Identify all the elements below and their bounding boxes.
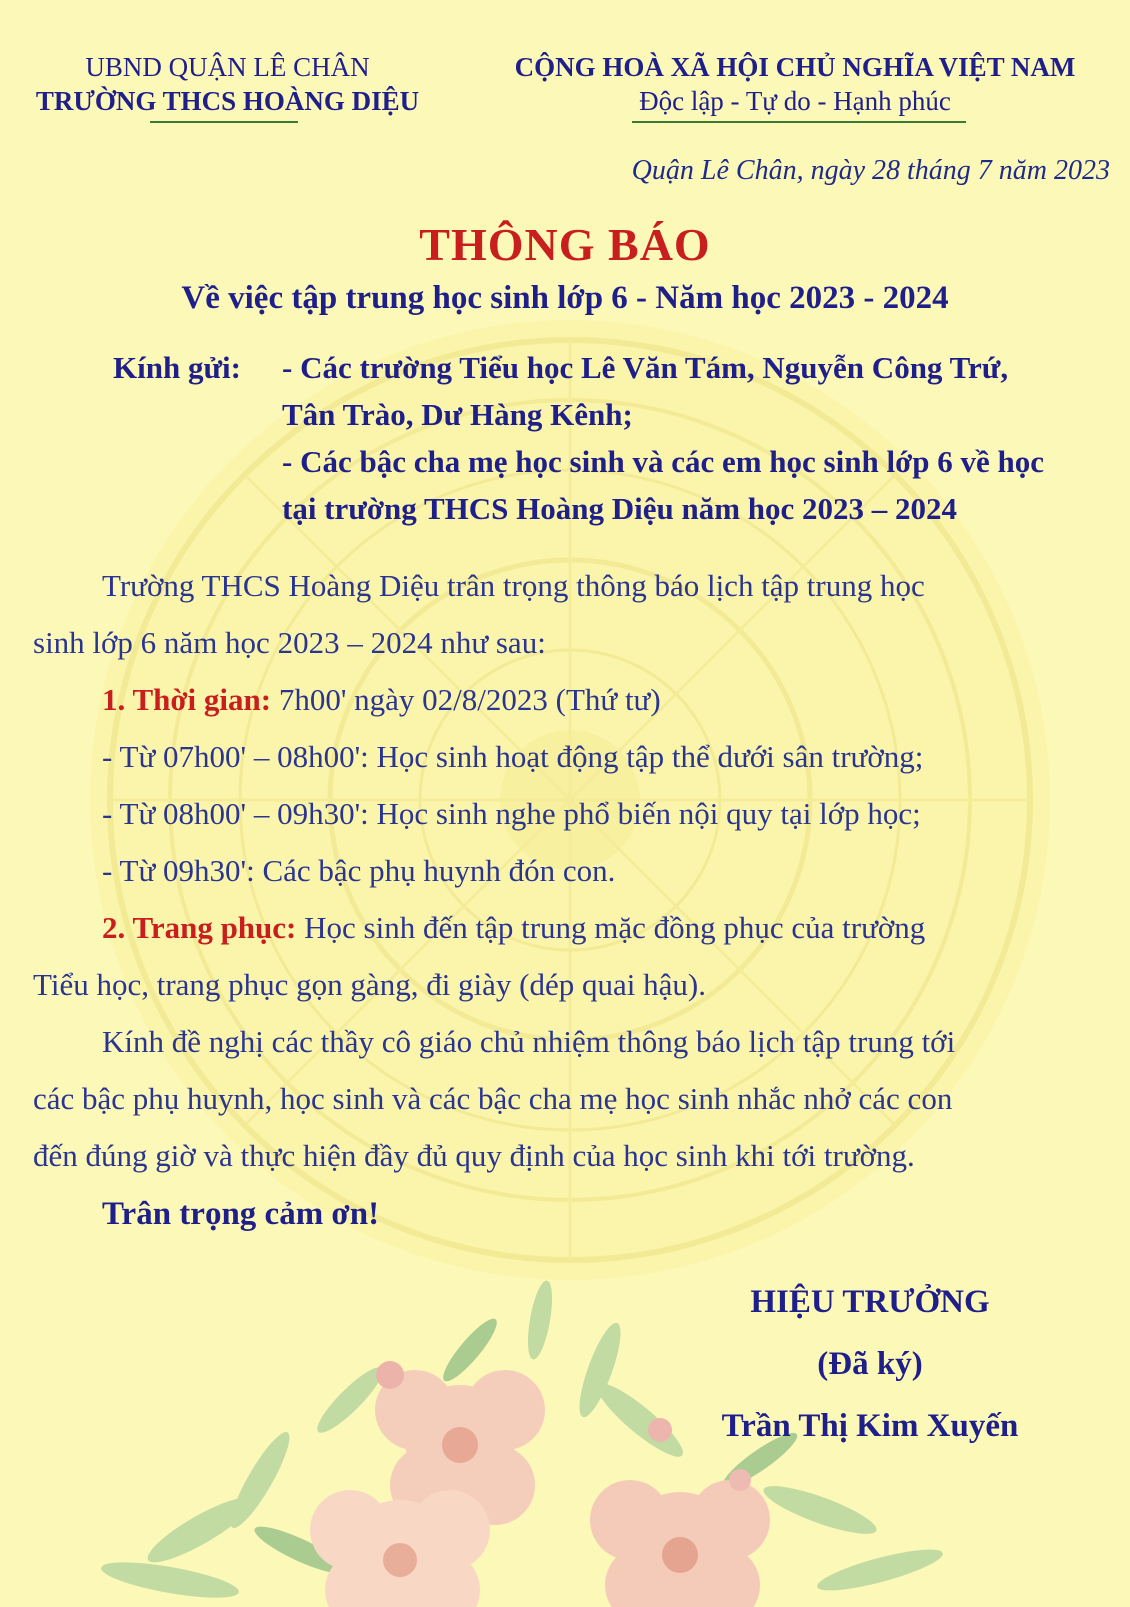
schedule-item: - Từ 07h00' – 08h00': Học sinh hoạt động tập thể dưới sân trường; [102,739,924,774]
thanks-line: Trân trọng cảm ơn! [102,1196,380,1232]
intro-paragraph-line: sinh lớp 6 năm học 2023 – 2024 như sau: [33,625,546,660]
section-time [102,682,661,718]
section-dress-line: Tiểu học, trang phục gọn gàng, đi giày (dép quai hậu). [33,967,706,1002]
signature-status: (Đã ký) [817,1346,923,1382]
section-time-label: 1. Thời gian: [102,682,272,717]
school-name: TRƯỜNG THCS HOÀNG DIỆU [35,86,420,116]
closing-paragraph-line: các bậc phụ huynh, học sinh và các bậc cha mẹ học sinh nhắc nhở các con [33,1081,953,1116]
country-name: CỘNG HOÀ XÃ HỘI CHỦ NGHĨA VIỆT NAM [514,52,1076,82]
date-line: Quận Lê Chân, ngày 28 tháng 7 năm 2023 [631,155,1110,186]
section-dress-text: Học sinh đến tập trung mặc đồng phục của trường [296,910,926,945]
document-subtitle: Về việc tập trung học sinh lớp 6 - Năm học 2023 - 2024 [181,280,949,316]
closing-paragraph-line: đến đúng giờ và thực hiện đầy đủ quy định của học sinh khi tới trường. [33,1138,915,1173]
signature-role: HIỆU TRƯỞNG [750,1284,990,1320]
recipient-line: - Các trường Tiểu học Lê Văn Tám, Nguyễn Công Trứ, [282,350,1009,385]
section-dress-label: 2. Trang phục: [102,910,297,945]
motto-underline [632,121,966,123]
schedule-item: - Từ 09h30': Các bậc phụ huynh đón con. [102,853,616,888]
recipients-label: Kính gửi: [113,350,241,385]
school-name-underline [150,121,298,123]
district-name: UBND QUẬN LÊ CHÂN [85,52,370,82]
schedule-item: - Từ 08h00' – 09h30': Học sinh nghe phổ biến nội quy tại lớp học; [102,796,921,831]
document-title: THÔNG BÁO [419,219,711,270]
recipient-line: tại trường THCS Hoàng Diệu năm học 2023 – 2024 [282,491,958,526]
signature-name: Trần Thị Kim Xuyến [721,1408,1019,1444]
section-dress [102,910,925,946]
recipient-line: Tân Trào, Dư Hàng Kênh; [282,397,633,432]
section-time-text: 7h00' ngày 02/8/2023 (Thứ tư) [271,682,661,717]
recipient-line: - Các bậc cha mẹ học sinh và các em học sinh lớp 6 về học [282,444,1044,479]
closing-paragraph-line: Kính đề nghị các thầy cô giáo chủ nhiệm thông báo lịch tập trung tới [102,1024,956,1059]
intro-paragraph-line: Trường THCS Hoàng Diệu trân trọng thông báo lịch tập trung học [102,568,925,603]
national-motto: Độc lập - Tự do - Hạnh phúc [639,86,951,116]
